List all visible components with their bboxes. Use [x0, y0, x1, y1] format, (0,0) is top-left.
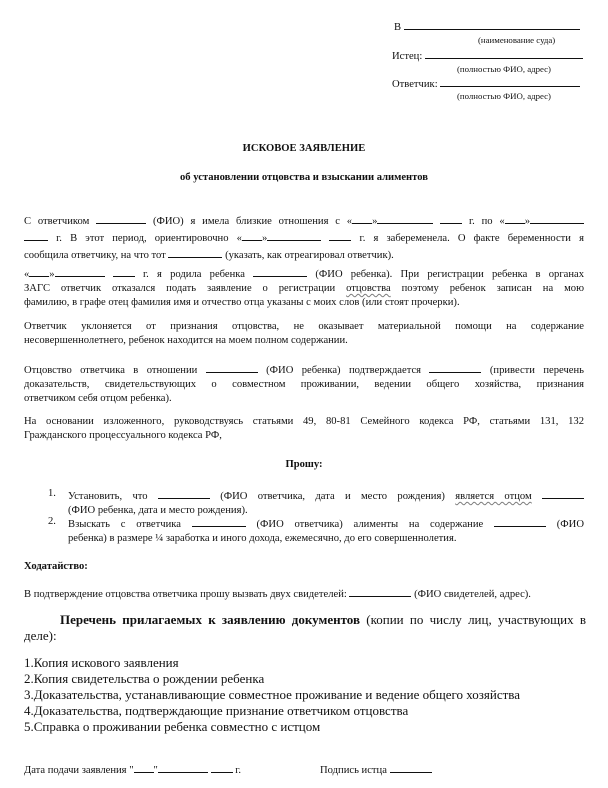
list-item: 1.Копия искового заявления [24, 655, 179, 670]
paragraph-2-line-2: ЗАГС ответчик отказался подать заявление о регистрации отцовства поэтому ребенок записан на мою [24, 282, 584, 294]
documents-heading: Перечень прилагаемых к заявлению документов (копии по числу лиц, участвующих в деле): [24, 612, 586, 643]
plaintiff-caption: (полностью ФИО, адрес) [457, 64, 551, 74]
paragraph-5: На основании изложенного, руководствуясь статьями 49, 80-81 Семейного кодекса РФ, статьями 131, 132 Гражданского процессуального кодекса РФ, [24, 416, 584, 441]
petition-label: Ходатайство: [24, 561, 88, 572]
plaintiff-line [392, 47, 592, 64]
date-line: Дата подачи заявления " " г. [24, 761, 284, 778]
paragraph-1-line-3: сообщила ответчику, на что тот (указать, как отреагировал ответчик). [24, 246, 584, 263]
paragraph-2-line-1: « » г. я родила ребенка (ФИО ребенка). При регистрации ребенка в органах [24, 265, 584, 282]
list-item: 2.Копия свидетельства о рождении ребенка [24, 671, 265, 686]
petition-text: В подтверждение отцовства ответчика прошу вызвать двух свидетелей: (ФИО свидетелей, адрес). [24, 585, 594, 602]
court-blank [404, 18, 580, 30]
plaintiff-label: Истец: [392, 51, 423, 62]
defendant-line [392, 75, 592, 92]
document-subtitle: об установлении отцовства и взыскании алиментов [180, 172, 428, 183]
plaintiff-blank [425, 47, 583, 59]
paragraph-1 [24, 212, 584, 262]
paragraph-3: Ответчик уклоняется от признания отцовства, не оказывает материальной помощи на содержание несовершеннолетнего, ребенок находится на моем полном содержании. [24, 321, 584, 346]
court-prefix: В [394, 22, 402, 33]
request-item-1: 1. Установить, что (ФИО ответчика, дата и место рождения) является отцом (ФИО ребенка, дата и место рождения). [48, 487, 584, 518]
paragraph-2-line-3: фамилию, в графе отец фамилия имя и отчество отца указаны с моих слов (или стоят прочерки). [24, 296, 460, 308]
paragraph-1-line-2: г. В этот период, ориентировочно « » г. я забеременела. О факте беременности я [24, 229, 584, 246]
paragraph-4: Отцовство ответчика в отношении (ФИО ребенка) подтверждается (привести перечень доказательств, свидетельствующих о совместном проживании, ведении общего хозяйства, признания ответчиком себя отцом ребенка). [24, 361, 584, 405]
paragraph-4-line-1: Отцовство ответчика в отношении (ФИО ребенка) подтверждается (привести перечень [24, 361, 584, 378]
list-item: 3.Доказательства, устанавливающие совместное проживание и ведение общего хозяйства [24, 687, 521, 702]
signature-line: Подпись истца [320, 761, 450, 778]
documents-list [24, 655, 594, 735]
court-caption: (наименование суда) [478, 35, 556, 45]
list-item: 5.Справка о проживании ребенка совместно с истцом [24, 719, 321, 734]
list-item: 4.Доказательства, подтверждающие признание ответчиком отцовства [24, 703, 409, 718]
paragraph-2 [24, 265, 584, 309]
court-line [394, 18, 594, 35]
defendant-caption: (полностью ФИО, адрес) [457, 91, 551, 101]
request-item-2: 2. Взыскать с ответчика (ФИО ответчика) алименты на содержание (ФИО ребенка) в размере ¼ заработка и иного дохода, ежемесячно, до его совершеннолетия. [48, 516, 584, 544]
paragraph-1-line-1: С ответчиком (ФИО) я имела близкие отношения с « » г. по « » [24, 212, 584, 229]
request-heading: Прошу: [285, 459, 323, 470]
defendant-label: Ответчик: [392, 79, 438, 90]
defendant-blank [440, 75, 580, 87]
document-title: ИСКОВОЕ ЗАЯВЛЕНИЕ [242, 143, 366, 154]
